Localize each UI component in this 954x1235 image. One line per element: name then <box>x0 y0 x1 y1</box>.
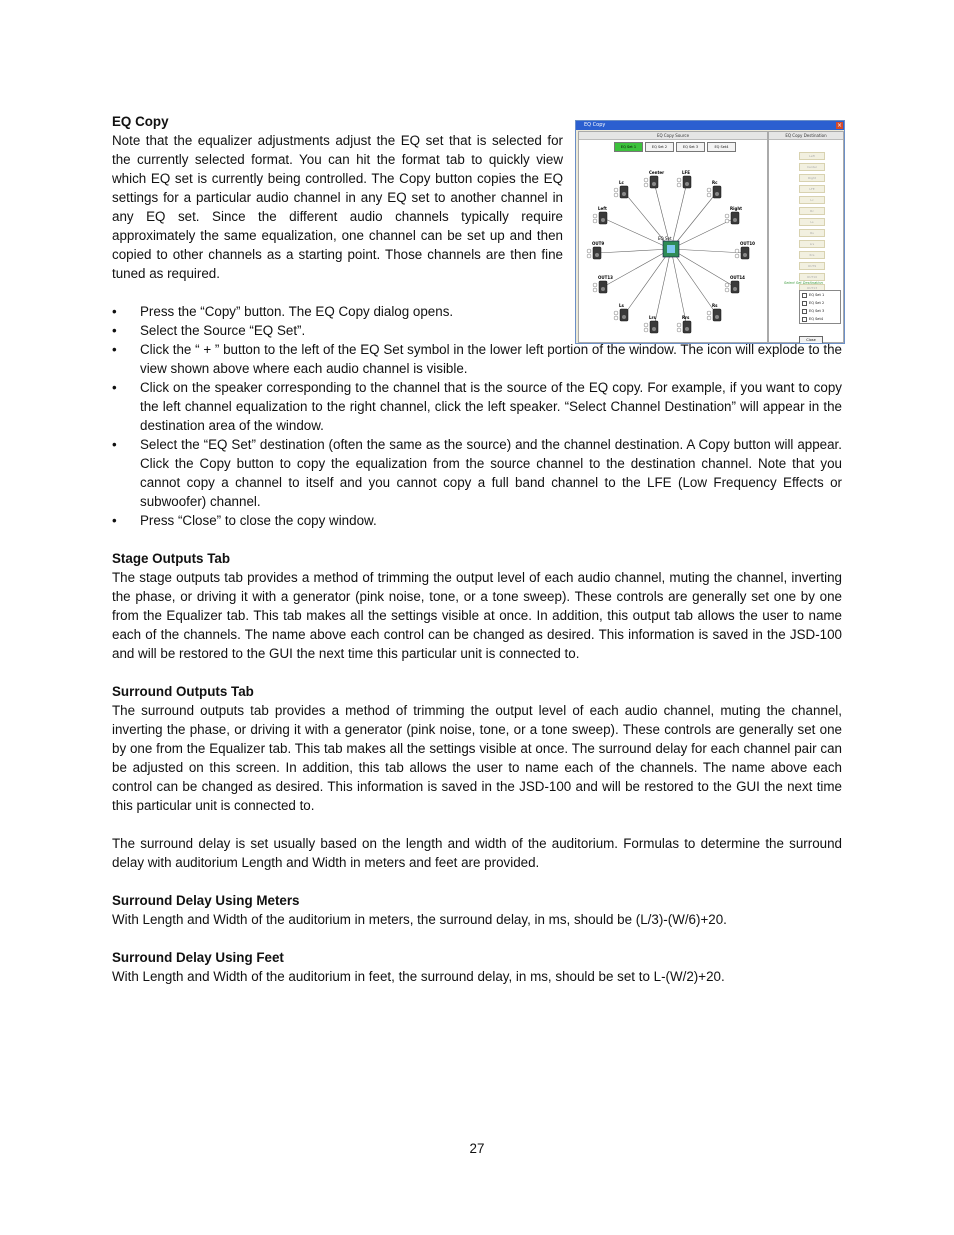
eq-copy-intro: Note that the equalizer adjustments adjust the EQ set that is selected for the currently selected format. You can hit the format tab to quickly view which EQ set is currently being controlled. The Copy button copies the EQ settings for a particular audio channel in any EQ set to another channel in any EQ set. Since the different audio channels typically require approximately the same equalization, one channel can be set up and then copied to other channels as a starting point. Those channels are then fine tuned as required. <box>112 133 563 281</box>
dest-channel-item: LFE <box>799 185 825 193</box>
speaker-label: Rrs <box>682 315 690 320</box>
section-heading-eq-copy: EQ Copy <box>112 114 169 129</box>
speaker-label: Rc <box>712 180 718 185</box>
dest-set-label: EQ Set4 <box>809 317 824 321</box>
delay-meters-body: With Length and Width of the auditorium in meters, the surround delay, in ms, should be (L/3)-(W/6)+20. <box>112 912 727 927</box>
destination-pane-header: EQ Copy Destination <box>769 132 843 140</box>
speaker-label: OUT10 <box>740 241 755 246</box>
eq-set-button-3: EQ Set 3 <box>676 142 705 152</box>
delay-feet-body: With Length and Width of the auditorium in feet, the surround delay, in ms, should be set to L-(W/2)+20. <box>112 969 725 984</box>
speaker-label: Rs <box>712 303 718 308</box>
speaker-label: Ls <box>619 303 624 308</box>
dest-set-label: EQ Set 1 <box>809 293 825 297</box>
eq-set-button-1: EQ Set 1 <box>614 142 643 152</box>
section-heading-delay-feet: Surround Delay Using Feet <box>112 950 284 965</box>
stage-outputs-body: The stage outputs tab provides a method of trimming the output level of each audio channel, muting the channel, inverting the phase, or driving it with a generator (pink noise, tone, or a tone sweep). These controls are generally set one by one from the Equalizer tab. This tab makes all the settings visible at once. In addition, this output tab allows the user to name each of the channels. The name above each control can be changed as desired. This information is saved in the JSD-100 and will be restored to the GUI the next time this particular unit is connected to. <box>112 570 842 661</box>
select-set-destination-label: Select Set Destination <box>784 281 823 285</box>
speaker-label: OUT9 <box>592 241 605 246</box>
speaker-label: Right <box>730 206 743 211</box>
document-page <box>112 112 842 986</box>
source-pane-header: EQ Copy Source <box>579 132 767 140</box>
list-item <box>112 340 842 378</box>
section-heading-delay-meters: Surround Delay Using Meters <box>112 893 300 908</box>
window-title: EQ Copy <box>584 122 606 128</box>
dest-channel-item: OUT13 <box>799 284 825 292</box>
dest-channel-item: OUT10 <box>799 273 825 281</box>
list-item: • Select the Source “EQ Set”. <box>112 321 842 340</box>
eq-copy-steps <box>112 302 842 530</box>
hub-label: EQ Set <box>658 236 672 241</box>
dest-channel-item: Center <box>799 163 825 171</box>
speaker-label: Left <box>598 206 607 211</box>
close-button: Close <box>799 336 823 344</box>
dest-set-label: EQ Set 3 <box>809 309 825 313</box>
dest-channel-item: Right <box>799 174 825 182</box>
surround-outputs-body: The surround outputs tab provides a method of trimming the output level of each audio channel, muting the channel, inverting the phase, or driving it with a generator (pink noise, tone, or a tone sweep). These controls are generally set one by one from the Equalizer tab. This tab makes all the settings visible at once. The surround delay for each channel pair can be adjusted on this screen. In addition, this tab allows the user to name each of the channels. The name above each control can be changed as desired. This information is saved in the JSD-100 and will be restored to the GUI the next time this particular unit is connected to. <box>112 703 842 813</box>
dest-set-label: EQ Set 2 <box>809 301 825 305</box>
list-item: • Click on the speaker corresponding to the channel that is the source of the EQ copy. For example, if you want to copy the left channel equalization to the right channel, click the left speaker. “Select Channel Destination” will appear in the destination area of the window. <box>112 378 842 435</box>
dest-channel-item: Lc <box>799 196 825 204</box>
speaker-label: Lrs <box>649 315 656 320</box>
list-item: • Press “Close” to close the copy window. <box>112 511 842 530</box>
dest-channel-item: Rrs <box>799 251 825 259</box>
section-heading-surround-outputs: Surround Outputs Tab <box>112 684 254 699</box>
dest-channel-item: Ls <box>799 218 825 226</box>
list-item: • Select the “EQ Set” destination (often the same as the source) and the channel destination. A Copy button will appear. Click the Copy button to copy the equalization from the source channel to the destination channel. Note that you cannot copy a channel to itself and you cannot copy a full band channel to the LFE (Low Frequency Effects or subwoofer) channel. <box>112 435 842 511</box>
page-number: 27 <box>469 1141 485 1156</box>
dest-channel-item: Lrs <box>799 240 825 248</box>
dest-channel-item: Rs <box>799 229 825 237</box>
list-item: • Press the “Copy” button. The EQ Copy dialog opens. <box>112 302 842 321</box>
list-item-text: Click the “ + ” button to the left of the EQ Set symbol in the lower left portion of the window. The icon will explode to the view shown above where each audio channel is visible. <box>140 342 842 376</box>
section-heading-stage-outputs: Stage Outputs Tab <box>112 551 231 566</box>
speaker-label: OUT13 <box>598 275 613 280</box>
speaker-label: OUT14 <box>730 275 745 280</box>
dest-channel-item: OUT9 <box>799 262 825 270</box>
close-icon: × <box>836 122 843 129</box>
dest-channel-item: Rc <box>799 207 825 215</box>
surround-delay-intro: The surround delay is set usually based on the length and width of the auditorium. Formulas to determine the surround delay with auditorium Length and Width in meters and feet are provided. <box>112 836 842 870</box>
eq-set-button-2: EQ Set 2 <box>645 142 674 152</box>
speaker-label: LFE <box>682 170 691 175</box>
dest-channel-item: Left <box>799 152 825 160</box>
speaker-label: Lc <box>619 180 624 185</box>
speaker-label: Center <box>649 170 665 175</box>
eq-set-button-4: EQ Set4 <box>707 142 736 152</box>
